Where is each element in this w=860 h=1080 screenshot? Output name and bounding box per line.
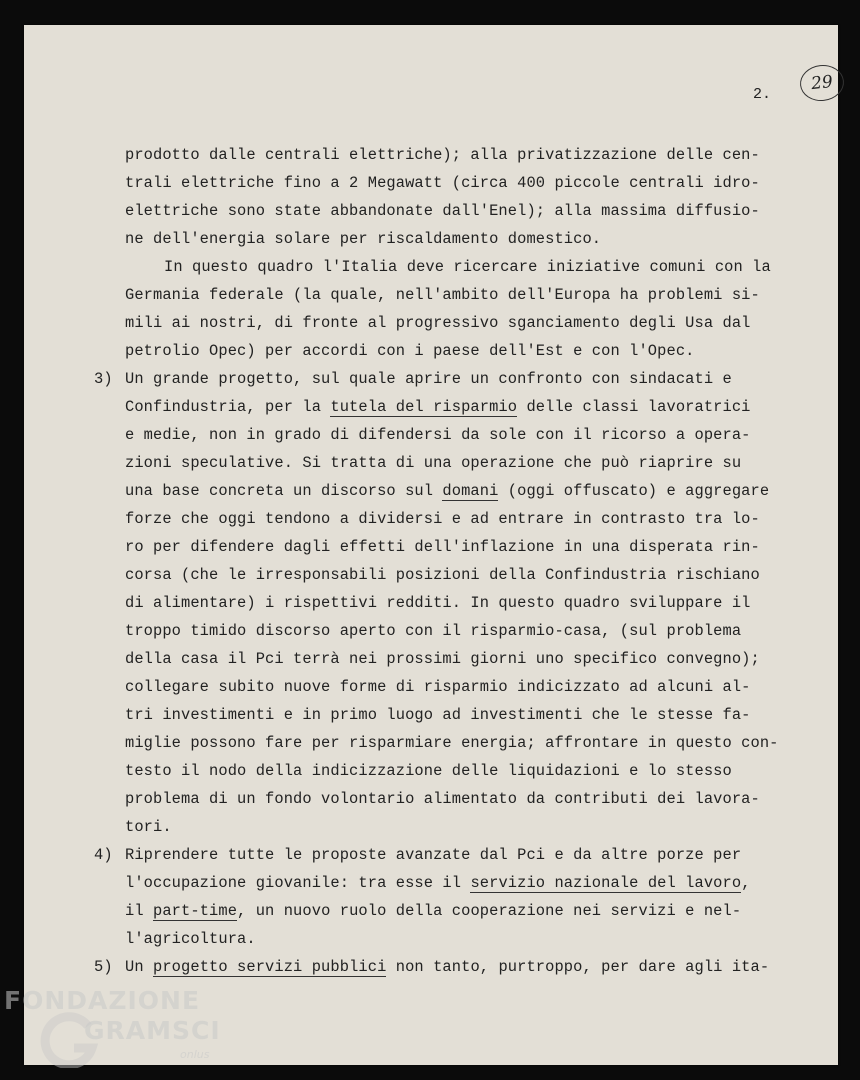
page-number: 2. [753, 86, 772, 103]
line-text: collegare subito nuove forme di risparmio indicizzato ad alcuni al- [125, 678, 751, 696]
text-line [125, 790, 760, 808]
line-text: trali elettriche fino a 2 Megawatt (circa 400 piccole centrali idro- [125, 174, 760, 192]
line-text: ne dell'energia solare per riscaldamento domestico. [125, 230, 602, 248]
line-text: problema di un fondo volontario alimentato da contributi dei lavora- [125, 790, 760, 808]
text-line [125, 594, 751, 612]
text-line [125, 426, 751, 444]
line-text: troppo timido discorso aperto con il risparmio-casa, (sul problema [125, 622, 742, 640]
text-line [125, 510, 760, 528]
line-text: e medie, non in grado di difendersi da sole con il ricorso a opera- [125, 426, 751, 444]
text-line [125, 146, 760, 164]
line-text: non tanto, purtroppo, per dare agli ita- [386, 958, 770, 976]
text-line [125, 874, 751, 892]
text-line [125, 622, 741, 640]
text-line [125, 454, 741, 472]
underlined-text: part-time [153, 902, 238, 920]
line-text: il [125, 902, 154, 920]
text-line [164, 258, 771, 276]
underlined-text: domani [442, 482, 499, 500]
line-text: ro per difendere dagli effetti dell'inflazione in una disperata rin- [125, 538, 760, 556]
text-line [125, 482, 769, 500]
line-text: l'agricoltura. [125, 930, 256, 948]
line-text: miglie possono fare per risparmiare energia; affrontare in questo con- [125, 734, 779, 752]
list-number: 4) [94, 846, 113, 864]
line-text: prodotto dalle centrali elettriche); alla privatizzazione delle cen- [125, 146, 760, 164]
line-text: Germania federale (la quale, nell'ambito dell'Europa ha problemi si- [125, 286, 760, 304]
document-page [24, 25, 838, 1065]
text-line [125, 230, 601, 248]
text-line [125, 314, 751, 332]
line-text: tri investimenti e in primo luogo ad investimenti che le stesse fa- [125, 706, 751, 724]
line-text: delle classi lavoratrici [517, 398, 751, 416]
line-text: Un [125, 958, 154, 976]
text-line [125, 286, 760, 304]
text-line [125, 902, 741, 920]
line-text: petrolio Opec) per accordi con i paese dell'Est e con l'Opec. [125, 342, 695, 360]
line-text: Un grande progetto, sul quale aprire un confronto con sindacati e [125, 370, 732, 388]
text-line [125, 342, 695, 360]
archive-page-stamp [798, 63, 846, 103]
line-text: forze che oggi tendono a dividersi e ad entrare in contrasto tra lo- [125, 510, 760, 528]
line-text: tori. [125, 818, 172, 836]
text-line [125, 706, 751, 724]
underlined-text: servizio nazionale del lavoro [470, 874, 742, 892]
text-line [125, 930, 256, 948]
line-text: corsa (che le irresponsabili posizioni della Confindustria rischiano [125, 566, 760, 584]
watermark-line-1: FONDAZIONE [4, 986, 201, 1015]
fondazione-gramsci-watermark [4, 984, 224, 1074]
line-text: zioni speculative. Si tratta di una operazione che può riaprire su [125, 454, 742, 472]
line-text: In questo quadro l'Italia deve ricercare iniziative comuni con la [164, 258, 771, 276]
text-line [125, 762, 732, 780]
line-text: l'occupazione giovanile: tra esse il [125, 874, 471, 892]
line-text: (oggi offuscato) e aggregare [498, 482, 770, 500]
text-line [125, 538, 760, 556]
line-text: di alimentare) i rispettivi redditi. In questo quadro sviluppare il [125, 594, 751, 612]
line-text: mili ai nostri, di fronte al progressivo sganciamento degli Usa dal [125, 314, 751, 332]
text-line [125, 174, 760, 192]
list-number: 3) [94, 370, 113, 388]
archive-stamp-number: 29 [810, 71, 834, 95]
text-line [125, 650, 760, 668]
underlined-text: progetto servizi pubblici [153, 958, 387, 976]
text-line [125, 566, 760, 584]
line-text: Confindustria, per la [125, 398, 331, 416]
line-text: elettriche sono state abbandonate dall'Enel); alla massima diffusio- [125, 202, 760, 220]
text-line [125, 734, 779, 752]
text-line [125, 202, 760, 220]
text-line [94, 370, 732, 388]
list-number: 5) [94, 958, 113, 976]
line-text: Riprendere tutte le proposte avanzate dal Pci e da altre porze per [125, 846, 742, 864]
text-line [94, 846, 742, 864]
text-line [125, 678, 751, 696]
underlined-text: tutela del risparmio [330, 398, 518, 416]
line-text: della casa il Pci terrà nei prossimi giorni uno specifico convegno); [125, 650, 760, 668]
watermark-line-2: GRAMSCI [84, 1016, 221, 1045]
text-line [125, 398, 751, 416]
text-line [94, 958, 770, 976]
watermark-suffix: onlus [180, 1048, 210, 1061]
line-text: , [741, 874, 751, 892]
text-line [125, 818, 172, 836]
line-text: , un nuovo ruolo della cooperazione nei servizi e nel- [237, 902, 742, 920]
line-text: testo il nodo della indicizzazione delle liquidazioni e lo stesso [125, 762, 732, 780]
line-text: una base concreta un discorso sul [125, 482, 443, 500]
